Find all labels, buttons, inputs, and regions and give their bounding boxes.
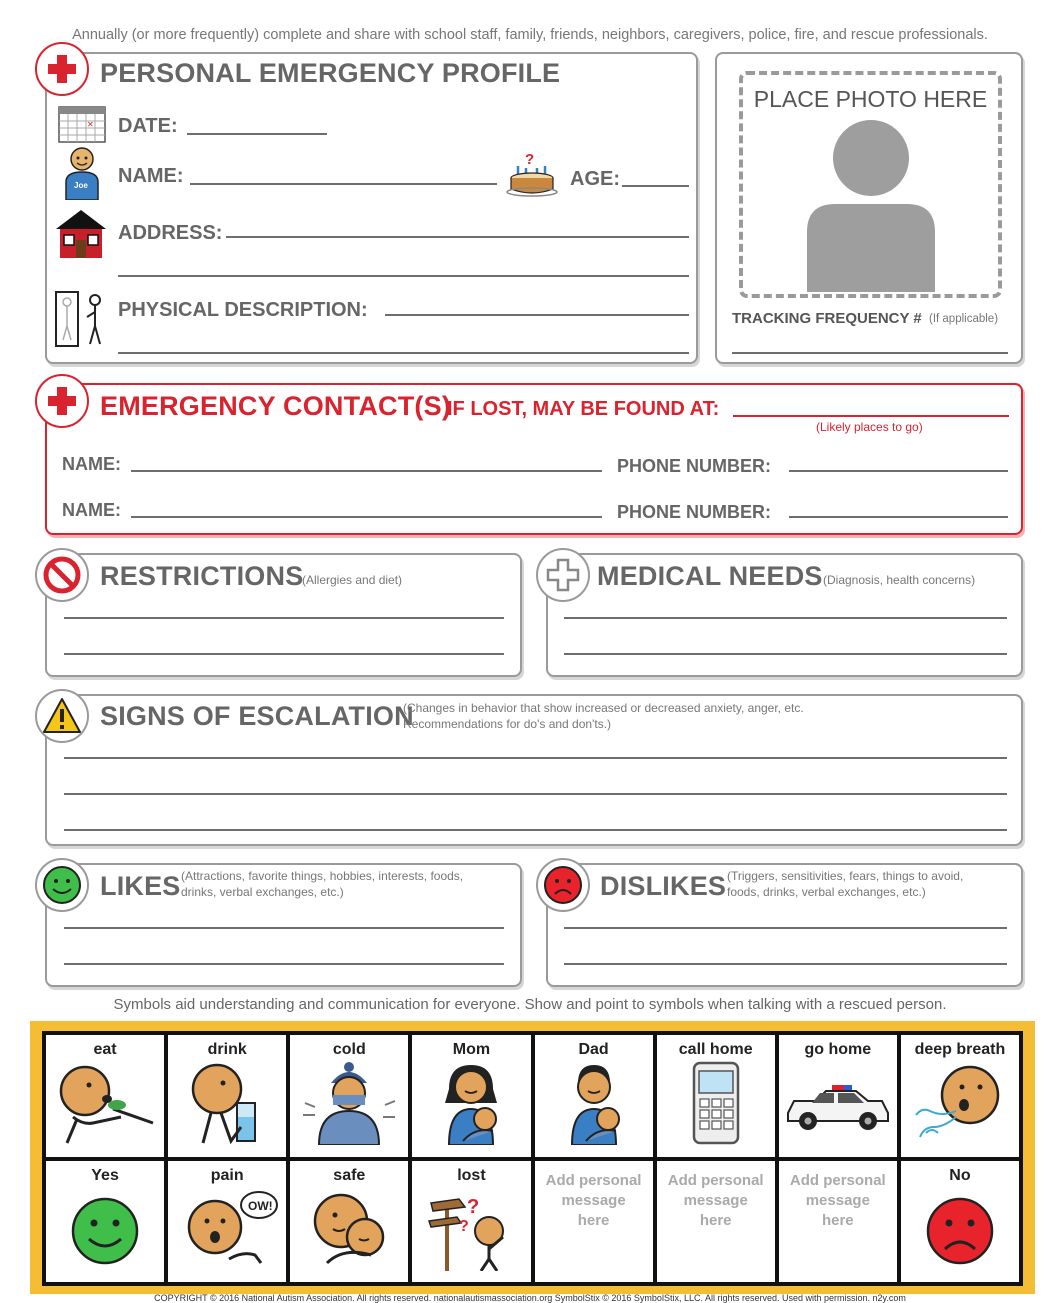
symbol-dad[interactable] bbox=[535, 1035, 653, 1157]
escalation-note-2: Recommendations for do's and don'ts.) bbox=[403, 717, 612, 731]
contact-1-name-label: NAME: bbox=[62, 454, 121, 474]
dislikes-note-2: foods, drinks, verbal exchanges, etc.) bbox=[727, 885, 926, 899]
mirror-person-icon bbox=[54, 290, 109, 348]
symbol-label: eat bbox=[93, 1041, 117, 1058]
pain-bubble-text: OW! bbox=[248, 1198, 273, 1213]
symbol-label: pain bbox=[210, 1166, 244, 1184]
symbol-lost[interactable] bbox=[412, 1161, 530, 1283]
symbol-label: cold bbox=[332, 1041, 366, 1058]
police-car-icon bbox=[784, 1061, 892, 1145]
restrictions-field-2[interactable] bbox=[64, 653, 504, 655]
medical-field-2[interactable] bbox=[564, 653, 1007, 655]
symbol-label: No bbox=[949, 1166, 971, 1184]
physical-field-2[interactable] bbox=[118, 352, 689, 354]
symbol-pain[interactable] bbox=[168, 1161, 286, 1283]
phone-icon bbox=[664, 1061, 768, 1145]
name-tag: Joe bbox=[74, 181, 88, 190]
eat-icon bbox=[53, 1061, 157, 1145]
copyright-footer: COPYRIGHT © 2016 National Autism Association. All rights reserved. nationalautismassociation.org SymbolStix © 2016 SymbolStix, LLC. All rights reserved. Used with permission. n2y.com bbox=[154, 1293, 906, 1303]
likes-field-2[interactable] bbox=[64, 963, 504, 965]
profile-badge bbox=[35, 42, 89, 96]
intro-text: Annually (or more frequently) complete and share with school staff, family, friends, neighbors, caregivers, police, fire, and rescue professionals. bbox=[72, 27, 988, 43]
restrictions-title: RESTRICTIONS bbox=[100, 561, 304, 591]
happy-face-icon bbox=[42, 865, 82, 905]
symbol-label: deep breath bbox=[914, 1041, 1006, 1058]
lost-icon bbox=[419, 1187, 523, 1271]
age-label: AGE: bbox=[570, 168, 620, 190]
symbol-eat[interactable] bbox=[46, 1035, 164, 1157]
profile-title: PERSONAL EMERGENCY PROFILE bbox=[100, 58, 561, 88]
symbol-label: Yes bbox=[91, 1166, 119, 1184]
birthday-cake-icon bbox=[505, 150, 559, 198]
person-joe-icon bbox=[56, 146, 106, 200]
escalation-field-1[interactable] bbox=[64, 757, 1007, 759]
contact-2-name-field[interactable] bbox=[131, 516, 602, 518]
dad-icon bbox=[542, 1061, 646, 1145]
escalation-field-3[interactable] bbox=[64, 829, 1007, 831]
no-sad-face-icon bbox=[908, 1187, 1012, 1271]
contact-2-phone-label: PHONE NUMBER: bbox=[617, 502, 772, 522]
symbol-drink[interactable] bbox=[168, 1035, 286, 1157]
medical-badge bbox=[536, 548, 590, 602]
dislikes-note-1: (Triggers, sensitivities, fears, things to avoid, bbox=[727, 869, 964, 883]
physical-label: PHYSICAL DESCRIPTION: bbox=[118, 299, 368, 321]
symbols-caption: Symbols aid understanding and communication for everyone. Show and point to symbols when talking with a rescued person. bbox=[113, 996, 947, 1013]
name-field[interactable] bbox=[190, 183, 497, 185]
symbol-label: go home bbox=[804, 1041, 872, 1058]
symbol-deep-breath[interactable] bbox=[901, 1035, 1019, 1157]
symbol-label: safe bbox=[333, 1166, 366, 1184]
likes-note-2: drinks, verbal exchanges, etc.) bbox=[181, 885, 344, 899]
dislikes-field-2[interactable] bbox=[564, 963, 1007, 965]
lost-field[interactable] bbox=[733, 415, 1009, 417]
drink-icon bbox=[175, 1061, 279, 1145]
contact-1-phone-label: PHONE NUMBER: bbox=[617, 456, 772, 476]
contact-1-name-field[interactable] bbox=[131, 470, 602, 472]
tracking-note: (If applicable) bbox=[929, 313, 999, 325]
contacts-title: EMERGENCY CONTACT(S) bbox=[100, 391, 452, 421]
dislikes-badge bbox=[536, 858, 590, 912]
symbol-label: drink bbox=[207, 1041, 247, 1058]
symbol-personal-2[interactable] bbox=[657, 1161, 775, 1283]
red-cross-icon bbox=[47, 54, 77, 84]
symbol-board bbox=[30, 1021, 1035, 1294]
symbol-no[interactable] bbox=[901, 1161, 1019, 1283]
symbol-mom[interactable] bbox=[412, 1035, 530, 1157]
cold-icon bbox=[297, 1061, 401, 1145]
symbol-safe[interactable] bbox=[290, 1161, 408, 1283]
medical-title: MEDICAL NEEDS bbox=[597, 561, 823, 591]
escalation-note-1: (Changes in behavior that show increased or decreased anxiety, anger, etc. bbox=[403, 701, 804, 715]
red-cross-icon bbox=[47, 386, 77, 416]
contact-2-phone-field[interactable] bbox=[789, 516, 1008, 518]
likes-field-1[interactable] bbox=[64, 927, 504, 929]
house-icon bbox=[54, 207, 108, 259]
mom-icon bbox=[419, 1061, 523, 1145]
address-label: ADDRESS: bbox=[118, 222, 223, 244]
no-symbol-icon bbox=[42, 555, 82, 595]
dislikes-field-1[interactable] bbox=[564, 927, 1007, 929]
physical-field-1[interactable] bbox=[385, 314, 689, 316]
safe-icon bbox=[297, 1187, 401, 1271]
svg-text:?: ? bbox=[459, 1217, 470, 1235]
name-label: NAME: bbox=[118, 165, 184, 187]
personal-message: Add personal message here bbox=[545, 1171, 642, 1229]
contact-1-phone-field[interactable] bbox=[789, 470, 1008, 472]
contacts-badge bbox=[35, 374, 89, 428]
symbol-label: call home bbox=[678, 1041, 753, 1058]
yes-happy-face-icon bbox=[53, 1187, 157, 1271]
tracking-field[interactable] bbox=[732, 352, 1008, 354]
likes-title: LIKES bbox=[100, 871, 181, 901]
age-field[interactable] bbox=[622, 185, 689, 187]
symbol-label: Mom bbox=[452, 1041, 491, 1058]
personal-message: Add personal message here bbox=[667, 1171, 764, 1229]
svg-text:✕: ✕ bbox=[87, 120, 94, 129]
symbol-grid bbox=[42, 1031, 1023, 1286]
svg-text:?: ? bbox=[467, 1195, 480, 1218]
restrictions-field-1[interactable] bbox=[64, 617, 504, 619]
symbol-personal-3[interactable] bbox=[779, 1161, 897, 1283]
escalation-title: SIGNS OF ESCALATION bbox=[100, 701, 414, 731]
restrictions-badge bbox=[35, 548, 89, 602]
calendar-icon bbox=[58, 103, 106, 143]
address-field-1[interactable] bbox=[226, 236, 689, 238]
person-silhouette-icon bbox=[805, 120, 937, 292]
lost-note: (Likely places to go) bbox=[816, 420, 923, 434]
contact-2-name-label: NAME: bbox=[62, 500, 121, 520]
sad-face-icon bbox=[543, 865, 583, 905]
symbol-label: Dad bbox=[578, 1041, 609, 1058]
date-label: DATE: bbox=[118, 115, 178, 137]
symbol-label: lost bbox=[457, 1166, 486, 1184]
warning-icon bbox=[42, 697, 82, 735]
deep-breath-icon bbox=[908, 1061, 1012, 1145]
escalation-field-2[interactable] bbox=[64, 793, 1007, 795]
photo-placeholder-label: PLACE PHOTO HERE bbox=[753, 86, 988, 112]
likes-badge bbox=[35, 858, 89, 912]
svg-text:?: ? bbox=[525, 151, 535, 168]
restrictions-note: (Allergies and diet) bbox=[302, 573, 403, 587]
symbol-cold[interactable] bbox=[290, 1035, 408, 1157]
date-field[interactable] bbox=[187, 133, 327, 135]
personal-message: Add personal message here bbox=[789, 1171, 886, 1229]
escalation-badge bbox=[35, 689, 89, 743]
medical-note: (Diagnosis, health concerns) bbox=[823, 573, 976, 587]
medical-field-1[interactable] bbox=[564, 617, 1007, 619]
symbol-yes[interactable] bbox=[46, 1161, 164, 1283]
tracking-label: TRACKING FREQUENCY # bbox=[732, 310, 922, 327]
pain-icon bbox=[175, 1187, 279, 1271]
medical-cross-icon bbox=[546, 558, 580, 592]
address-field-2[interactable] bbox=[118, 275, 689, 277]
likes-note-1: (Attractions, favorite things, hobbies, interests, foods, bbox=[181, 869, 464, 883]
lost-label: IF LOST, MAY BE FOUND AT: bbox=[447, 398, 720, 420]
symbol-go-home[interactable] bbox=[779, 1035, 897, 1157]
dislikes-title: DISLIKES bbox=[600, 871, 727, 901]
symbol-personal-1[interactable] bbox=[535, 1161, 653, 1283]
symbol-call-home[interactable] bbox=[657, 1035, 775, 1157]
